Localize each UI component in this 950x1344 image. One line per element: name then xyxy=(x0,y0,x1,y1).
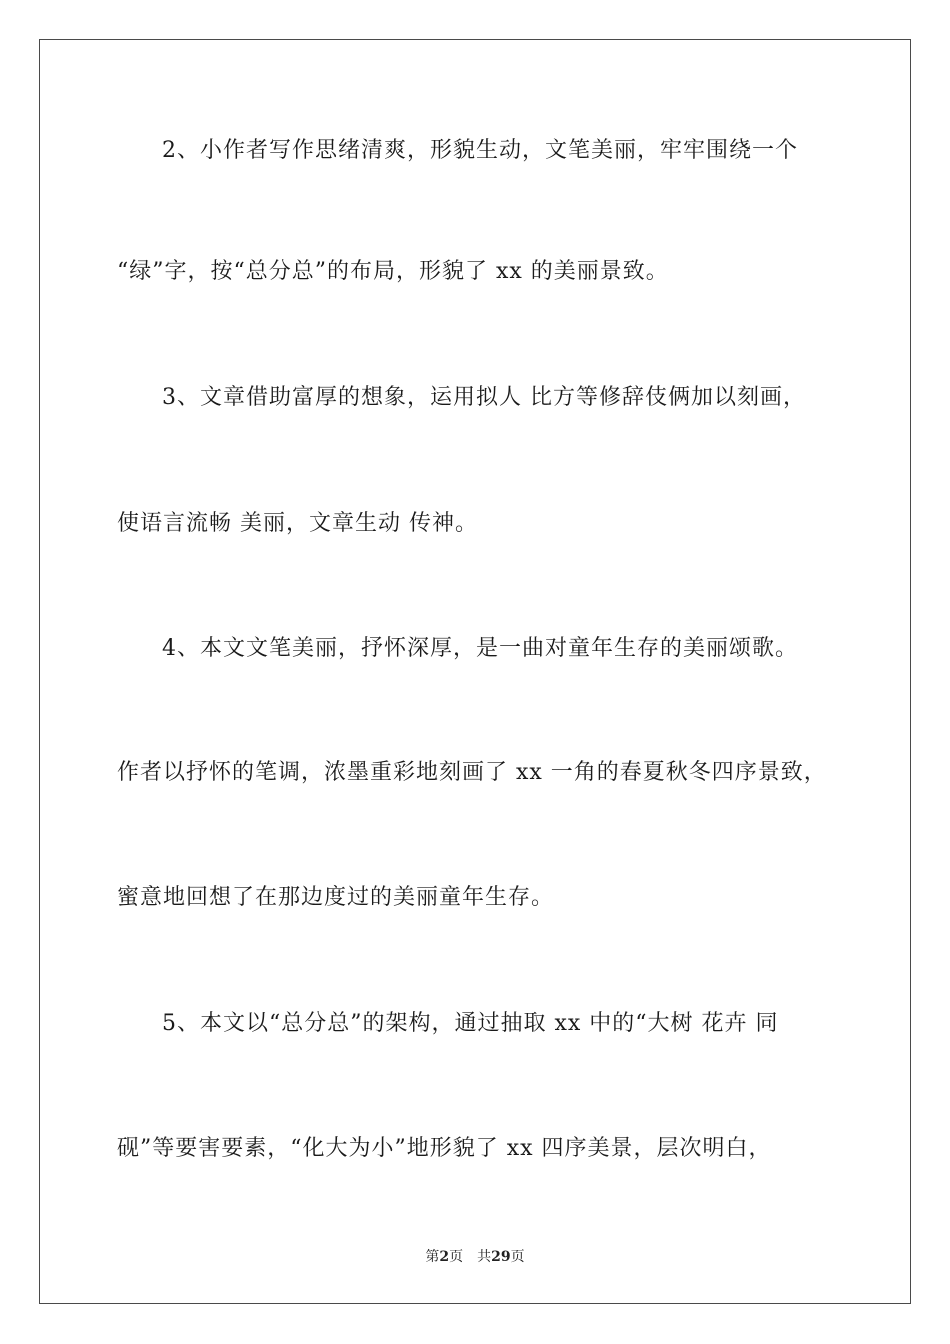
total-pages: 29 xyxy=(491,1249,511,1265)
page-suffix: 页 xyxy=(449,1249,464,1265)
page-border xyxy=(39,39,911,1304)
paragraph-2-line-2: “绿”字，按“总分总”的布局，形貌了 xx 的美丽景致。 xyxy=(117,259,669,284)
paragraph-3-line-2: 使语言流畅 美丽，文章生动 传神。 xyxy=(117,511,478,536)
page-number: 2 xyxy=(439,1249,450,1265)
paragraph-4-line-1: 4、本文文笔美丽，抒怀深厚，是一曲对童年生存的美丽颂歌。 xyxy=(162,636,798,661)
paragraph-5-line-2: 砚”等要害要素，“化大为小”地形貌了 xx 四序美景，层次明白， xyxy=(117,1136,772,1161)
paragraph-4-line-2: 作者以抒怀的笔调，浓墨重彩地刻画了 xx 一角的春夏秋冬四序景致， xyxy=(117,760,827,785)
total-suffix: 页 xyxy=(510,1249,525,1265)
page-footer xyxy=(0,1247,950,1267)
paragraph-3-line-1: 3、文章借助富厚的想象，运用拟人 比方等修辞伎俩加以刻画， xyxy=(162,385,806,410)
page-prefix: 第 xyxy=(425,1249,440,1265)
paragraph-5-line-1: 5、本文以“总分总”的架构，通过抽取 xx 中的“大树 花卉 同 xyxy=(162,1011,779,1036)
total-prefix: 共 xyxy=(477,1249,492,1265)
paragraph-4-line-3: 蜜意地回想了在那边度过的美丽童年生存。 xyxy=(117,885,555,910)
paragraph-2-line-1: 2、小作者写作思绪清爽，形貌生动，文笔美丽，牢牢围绕一个 xyxy=(162,138,798,163)
